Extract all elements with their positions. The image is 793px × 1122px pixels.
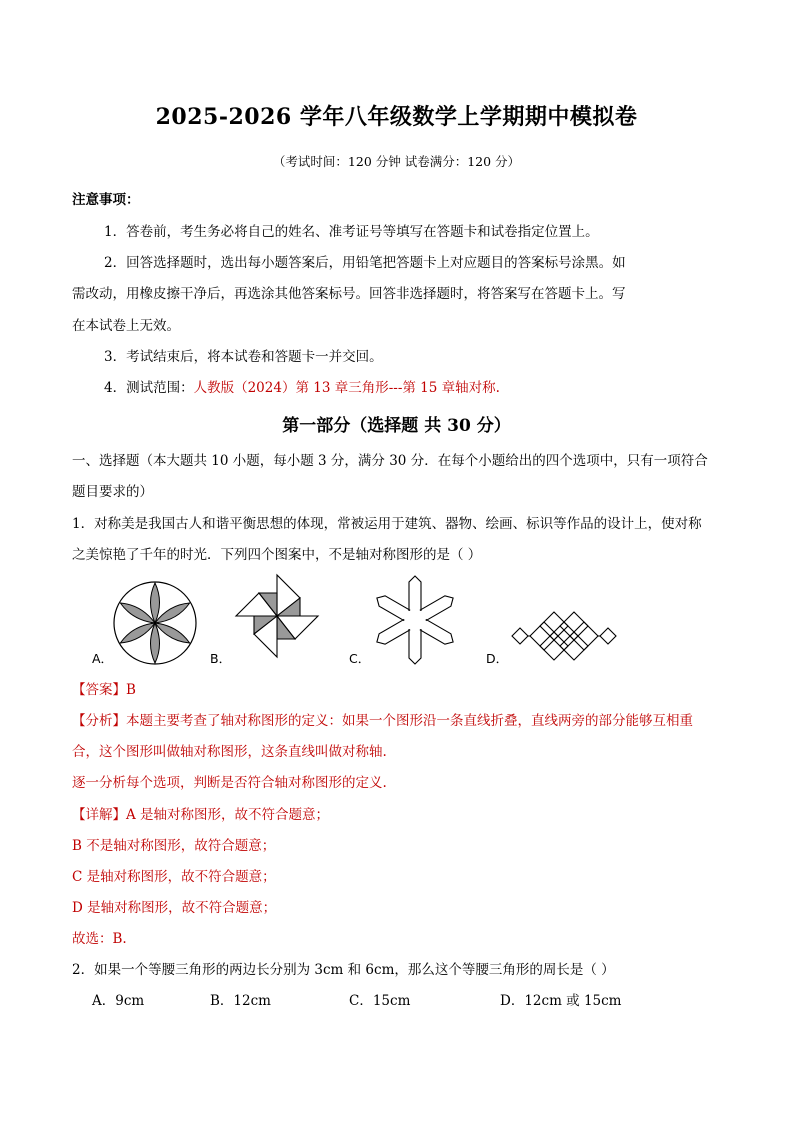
section-title: 第一部分（选择题 共 30 分） xyxy=(282,416,511,436)
figure-b-pinwheel xyxy=(228,567,326,665)
detail-1-a: 【详解】A 是轴对称图形，故不符合题意； xyxy=(72,807,330,823)
q2-option-c: C．15cm xyxy=(349,993,411,1009)
notice-item-2-line1: 2．回答选择题时，选出每小题答案后，用铅笔把答题卡上对应题目的答案标号涂黑。如 xyxy=(104,255,626,271)
detail-1-c: C 是轴对称图形，故不符合题意； xyxy=(72,869,276,885)
analysis-1-line2: 合，这个图形叫做轴对称图形，这条直线叫做对称轴. xyxy=(72,744,387,760)
notice-item-2-line3: 在本试卷上无效。 xyxy=(72,318,180,334)
notice-item-3: 3．考试结束后，将本试卷和答题卡一并交回。 xyxy=(104,349,383,365)
notice-item-2-line2: 需改动，用橡皮擦干净后，再选涂其他答案标号。回答非选择题时，将答案写在答题卡上。写 xyxy=(72,286,626,302)
notice-item-1: 1．答卷前，考生务必将自己的姓名、准考证号等填写在答题卡和试卷指定位置上。 xyxy=(104,224,599,240)
notice-item-4-prefix: 4．测试范围： xyxy=(104,380,194,396)
option-d-label: D． xyxy=(486,651,509,666)
analysis-1-line1: 【分析】本题主要考查了轴对称图形的定义：如果一个图形沿一条直线折叠，直线两旁的部分能够互相重 xyxy=(72,713,693,729)
detail-1-d: D 是轴对称图形，故不符合题意； xyxy=(72,900,277,916)
notice-item-4 xyxy=(104,376,500,396)
answer-1: 【答案】B xyxy=(72,682,136,698)
analysis-1-line3: 逐一分析每个选项，判断是否符合轴对称图形的定义. xyxy=(72,775,387,791)
notice-heading: 注意事项： xyxy=(72,192,140,208)
question-2-stem: 2．如果一个等腰三角形的两边长分别为 3cm 和 6cm，那么这个等腰三角形的周长是（ ） xyxy=(72,962,615,978)
section-intro-line2: 题目要求的） xyxy=(72,484,153,500)
question-1-line2: 之美惊艳了千年的时光．下列四个图案中，不是轴对称图形的是（ ） xyxy=(72,547,482,563)
option-c-label: C． xyxy=(349,651,371,666)
exam-info: （考试时间：120 分钟 试卷满分：120 分） xyxy=(272,154,521,169)
option-a-label: A． xyxy=(92,651,114,666)
option-b-label: B． xyxy=(210,651,232,666)
figure-c-star xyxy=(366,574,464,666)
test-range: 人教版（2024）第 13 章三角形---第 15 章轴对称. xyxy=(193,380,500,396)
section-intro-line1: 一、选择题（本大题共 10 小题，每小题 3 分，满分 30 分．在每个小题给出的四个选项中，只有一项符合 xyxy=(72,453,708,469)
page-title: 2025-2026 学年八年级数学上学期期中模拟卷 xyxy=(155,104,638,130)
conclusion-1: 故选：B. xyxy=(72,931,127,947)
q2-option-b: B．12cm xyxy=(210,993,271,1009)
question-1-line1: 1．对称美是我国古人和谐平衡思想的体现，常被运用于建筑、器物、绘画、标识等作品的设计上，使对称 xyxy=(72,516,702,532)
figure-d-knot xyxy=(508,608,620,664)
detail-1-b: B 不是轴对称图形，故符合题意； xyxy=(72,838,276,854)
figure-a-flower xyxy=(112,580,198,666)
q2-option-d: D．12cm 或 15cm xyxy=(500,993,622,1009)
q2-option-a: A．9cm xyxy=(92,993,145,1009)
